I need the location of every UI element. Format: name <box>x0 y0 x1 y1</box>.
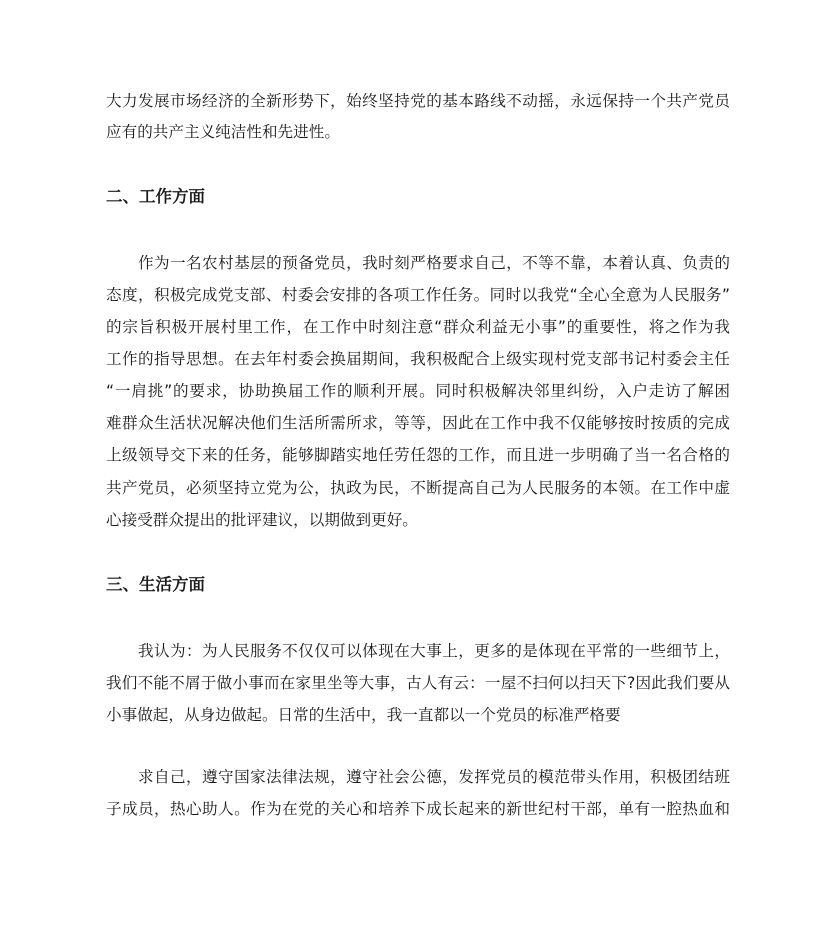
paragraph-line: 工作的指导思想。在去年村委会换届期间，我积极配合上级实现村党支部书记村委会主任 <box>106 350 730 368</box>
paragraph-line: 的宗旨积极开展村里工作，在工作中时刻注意“群众利益无小事”的重要性，将之作为我 <box>106 318 730 336</box>
section-heading: 三、生活方面 <box>106 575 205 594</box>
paragraph-line: 小事做起，从身边做起。日常的生活中，我一直都以一个党员的标准严格要 <box>106 706 621 724</box>
paragraph-line: 求自己，遵守国家法律法规，遵守社会公德，发挥党员的模范带头作用，积极团结班 <box>138 768 730 786</box>
paragraph-line: 作为一名农村基层的预备党员，我时刻严格要求自己，不等不靠，本着认真、负责的 <box>138 254 730 272</box>
paragraph-line: 应有的共产主义纯洁性和先进性。 <box>106 123 340 141</box>
paragraph-line: “一肩挑”的要求，协助换届工作的顺利开展。同时积极解决邻里纠纷，入户走访了解困 <box>106 382 730 400</box>
paragraph-line: 我们不能不屑于做小事而在家里坐等大事，古人有云：一屋不扫何以扫天下?因此我们要从 <box>106 674 730 692</box>
paragraph-line: 子成员，热心助人。作为在党的关心和培养下成长起来的新世纪村干部，单有一腔热血和 <box>106 800 730 818</box>
section-heading: 二、工作方面 <box>106 187 205 206</box>
paragraph-line: 态度，积极完成党支部、村委会安排的各项工作任务。同时以我党“全心全意为人民服务” <box>106 286 730 304</box>
paragraph-line: 大力发展市场经济的全新形势下，始终坚持党的基本路线不动摇，永远保持一个共产党员 <box>106 92 730 110</box>
paragraph-line: 共产党员，必须坚持立党为公，执政为民，不断提高自己为人民服务的本领。在工作中虚 <box>106 479 730 497</box>
paragraph-line: 上级领导交下来的任务，能够脚踏实地任劳任怨的工作，而且进一步明确了当一名合格的 <box>106 446 730 464</box>
paragraph-line: 心接受群众提出的批评建议，以期做到更好。 <box>106 511 418 529</box>
paragraph-line: 难群众生活状况解决他们生活所需所求，等等，因此在工作中我不仅能够按时按质的完成 <box>106 414 730 432</box>
paragraph-line: 我认为：为人民服务不仅仅可以体现在大事上，更多的是体现在平常的一些细节上， <box>138 642 730 660</box>
